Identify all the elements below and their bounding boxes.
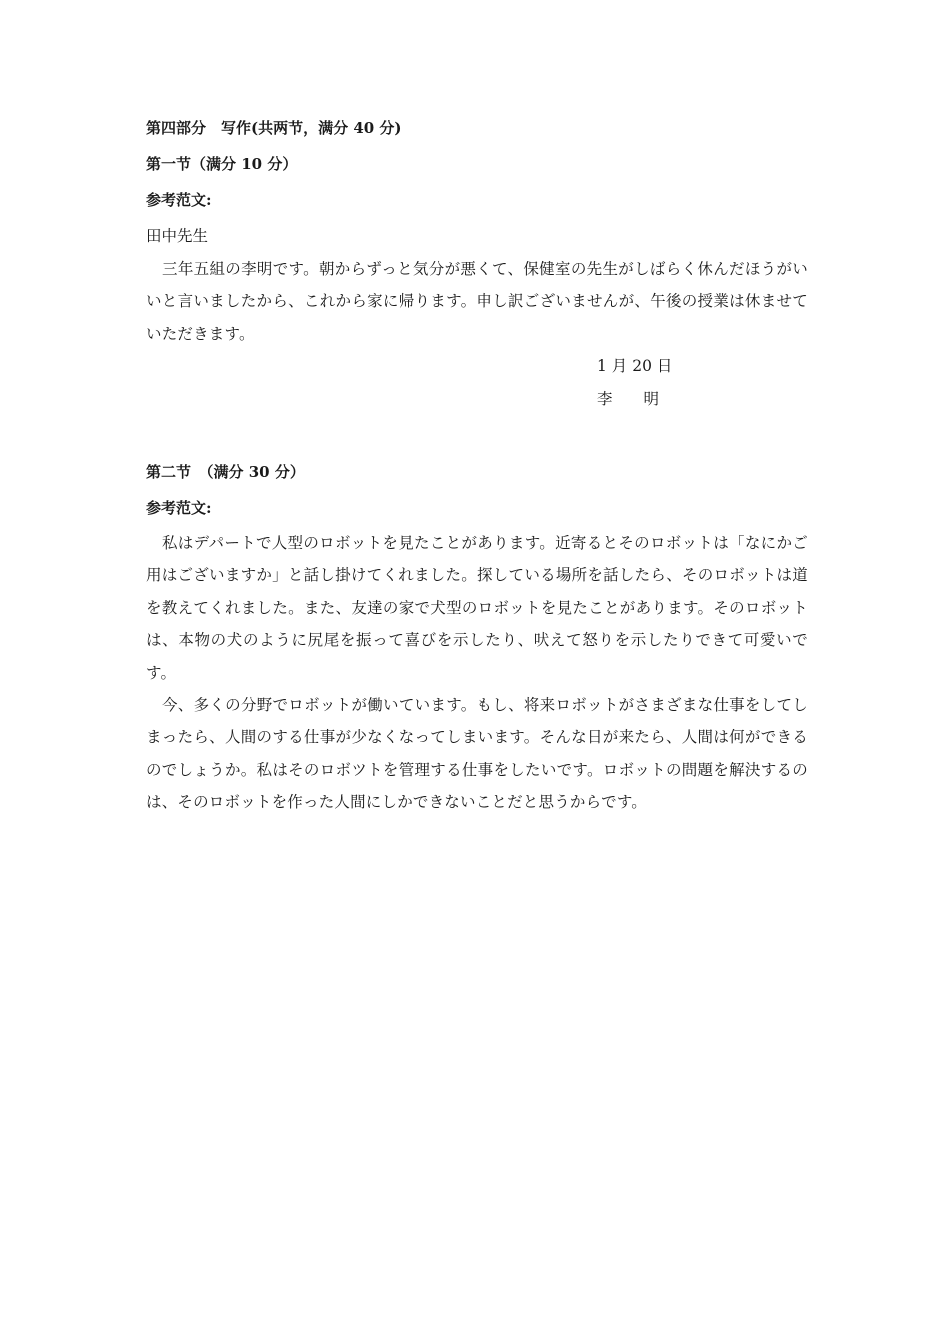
part1-heading: 第一节（满分 10 分）	[146, 155, 298, 173]
letter-body: 三年五組の李明です。朝からずっと気分が悪くて、保健室の先生がしばらく休んだほうがいいと言いましたから、これから家に帰ります。申し訳ございませんが、午後の授業は休ませていただきます。	[146, 260, 808, 343]
letter-signature: 李 明	[597, 390, 660, 408]
letter-salutation: 田中先生	[146, 227, 209, 245]
part1-sample-label: 参考范文:	[146, 191, 212, 209]
essay-paragraph-1: 私はデパートで人型のロボットを見たことがあります。近寄るとそのロボットは「なにかご用はございますか」と話し掛けてくれました。探している場所を話したら、そのロボットは道を教えてくれました。また、友達の家で犬型のロボットを見たことがあります。そのロボットは、本物の犬のように尻尾を振って喜びを示したり、吠えて怒りを示したりできて可愛いです。	[146, 534, 808, 682]
section-heading: 第四部分 写作(共两节，满分 40 分)	[146, 119, 402, 137]
part2-sample-label: 参考范文:	[146, 499, 212, 517]
essay-paragraph-2: 今、多くの分野でロボットが働いています。もし、将来ロボットがさまざまな仕事をしてしまったら、人間のする仕事が少なくなってしまいます。そんな日が来たら、人間は何ができるのでしょうか。私はそのロボツトを管理する仕事をしたいです。ロボットの問題を解決するのは、そのロボットを作った人間にしかできないことだと思うからです。	[146, 696, 808, 812]
letter-date: 1 月 20 日	[597, 357, 673, 375]
part2-heading: 第二节 （满分 30 分）	[146, 463, 305, 481]
